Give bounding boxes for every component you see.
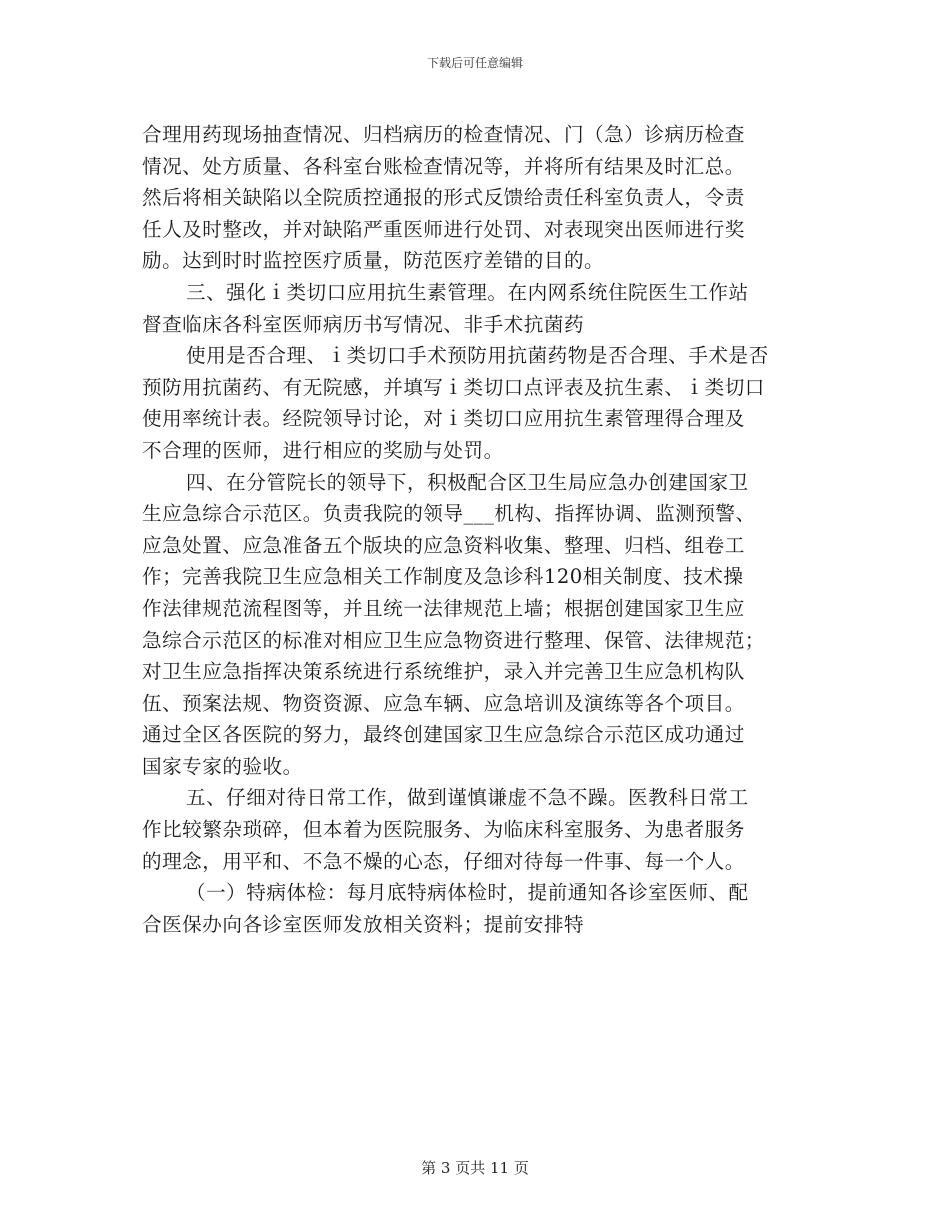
text-line: 作；完善我院卫生应急相关工作制度及急诊科120相关制度、技术操: [142, 565, 744, 589]
text-line: 作比较繁杂琐碎，但本着为医院服务、为临床科室服务、为患者服务: [142, 818, 745, 842]
text-line: 对卫生应急指挥决策系统进行系统维护，录入并完善卫生应急机构队: [142, 660, 745, 684]
text-line: 的理念，用平和、不急不燥的心态，仔细对待每一件事、每一个人。: [142, 849, 745, 873]
page-header: 下载后可任意编辑: [426, 56, 523, 70]
text-line: 作法律规范流程图等，并且统一法律规范上墙；根据创建国家卫生应: [142, 596, 745, 620]
text-line: 励。达到时时监控医疗质量，防范医疗差错的目的。: [142, 249, 605, 273]
text-line: 督查临床各科室医师病历书写情况、非手术抗菌药: [142, 312, 585, 336]
text-line: （一）特病体检：每月底特病体检时，提前通知各诊室医师、配: [186, 881, 749, 905]
body-text: [142, 119, 810, 940]
text-line: 合理用药现场抽查情况、归档病历的检查情况、门（急）诊病历检查: [142, 123, 745, 146]
text-line: 四、在分管院长的领导下，积极配合区卫生局应急办创建国家卫: [186, 470, 749, 494]
text-line: 国家专家的验收。: [142, 754, 303, 778]
text-line: 任人及时整改，并对缺陷严重医师进行处罚、对表现突出医师进行奖: [142, 217, 745, 241]
text-line: 然后将相关缺陷以全院质控通报的形式反馈给责任科室负责人，令责: [142, 186, 745, 210]
text-line: 使用是否合理、ｉ类切口手术预防用抗菌药物是否合理、手术是否: [186, 344, 769, 368]
page-footer: 第 3 页共 11 页: [421, 1159, 529, 1177]
text-line: 应急处置、应急准备五个版块的应急资料收集、整理、归档、组卷工: [142, 533, 745, 557]
text-line: 不合理的医师，进行相应的奖励与处罚。: [142, 438, 504, 462]
text-line: 合医保办向各诊室医师发放相关资料；提前安排特: [142, 912, 585, 936]
text-line: 急综合示范区的标准对相应卫生应急物资进行整理、保管、法律规范；: [142, 628, 765, 652]
text-line: 情况、处方质量、各科室台账检查情况等，并将所有结果及时汇总。: [142, 154, 745, 178]
text-line: 五、仔细对待日常工作，做到谨慎谦虚不急不躁。医教科日常工: [186, 786, 749, 810]
text-line: 使用率统计表。经院领导讨论，对ｉ类切口应用抗生素管理得合理及: [142, 407, 745, 431]
text-line: 预防用抗菌药、有无院感，并填写ｉ类切口点评表及抗生素、ｉ类切口: [142, 375, 765, 399]
text-line: 三、强化ｉ类切口应用抗生素管理。在内网系统住院医生工作站: [186, 280, 749, 304]
text-line: 通过全区各医院的努力，最终创建国家卫生应急综合示范区成功通过: [142, 723, 745, 747]
text-line: 伍、预案法规、物资资源、应急车辆、应急培训及演练等各个项目。: [142, 691, 745, 715]
text-line: 生应急综合示范区。负责我院的领导___机构、指挥协调、监测预警、: [142, 502, 756, 526]
